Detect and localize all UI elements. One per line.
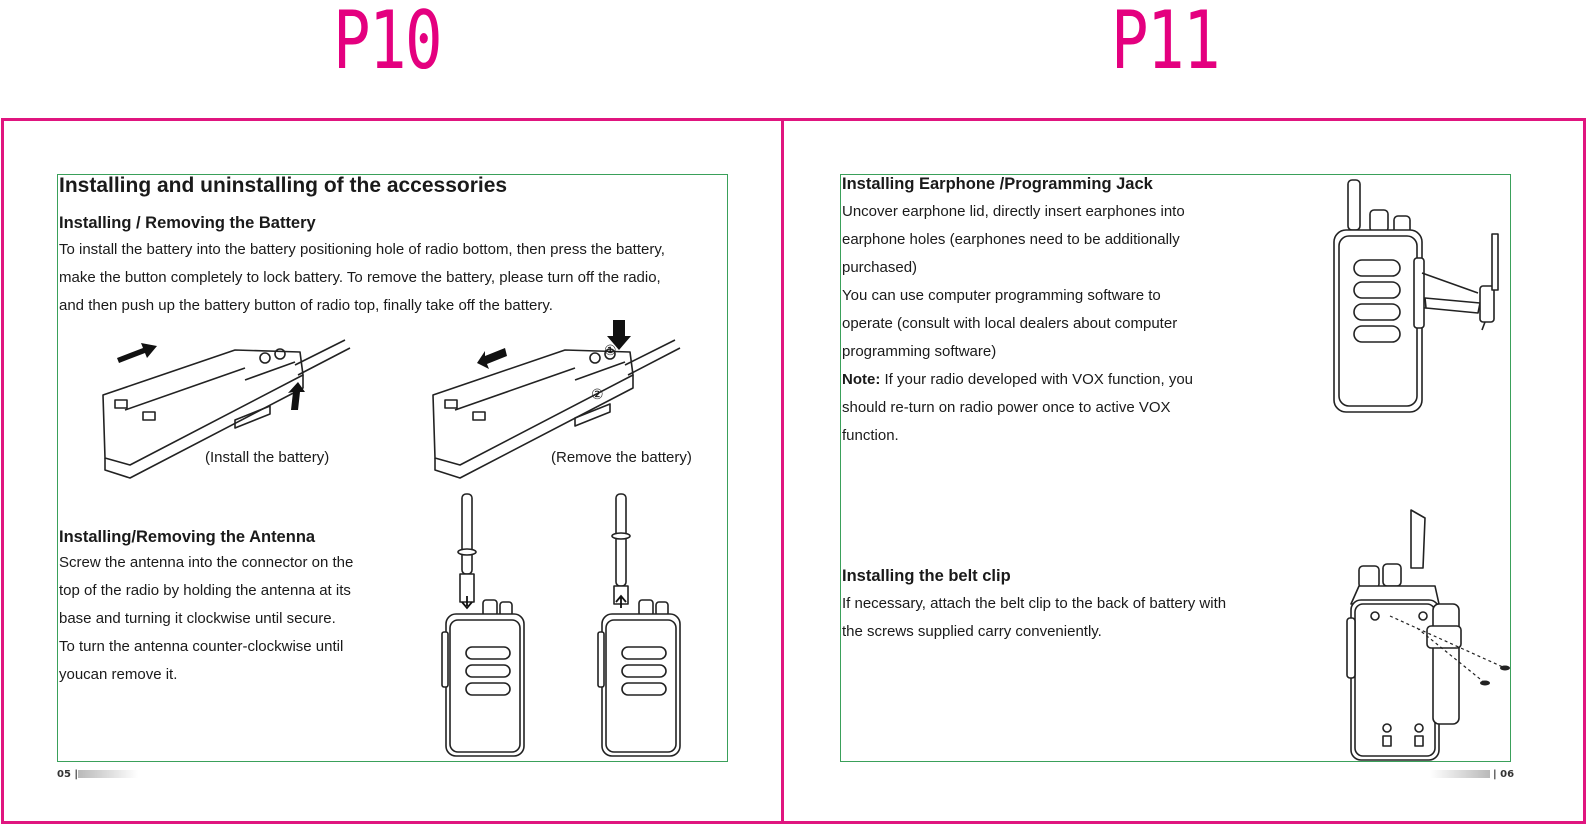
battery-heading: Installing / Removing the Battery — [59, 214, 316, 232]
battery-text-line: make the button completely to lock battery. To remove the battery, please turn off the radio, — [59, 269, 661, 286]
caption-install-battery: (Install the battery) — [205, 449, 330, 466]
remove-battery-illustration — [425, 320, 685, 470]
antenna-text-line: top of the radio by holding the antenna at its — [59, 582, 351, 599]
footer-gradient-bar-right — [1430, 770, 1490, 778]
belt-clip-text-line: If necessary, attach the belt clip to the back of battery with — [842, 595, 1227, 612]
battery-text-line: To install the battery into the battery positioning hole of radio bottom, then press the battery, — [59, 241, 665, 258]
belt-clip-illustration — [1345, 508, 1515, 764]
caption-remove-battery: (Remove the battery) — [551, 449, 692, 466]
earphone-text-line: Uncover earphone lid, directly insert earphones into — [842, 203, 1185, 220]
page-label-p10: P10 — [333, 0, 442, 87]
note-text: If your radio developed with VOX function, you — [880, 371, 1194, 388]
antenna-text-line: base and turning it clockwise until secure. — [59, 610, 336, 627]
antenna-text-line: Screw the antenna into the connector on the — [59, 554, 354, 571]
earphone-heading: Installing Earphone /Programming Jack — [842, 175, 1153, 193]
page-number-left: 05 | — [57, 769, 79, 780]
step-2-marker: ② — [591, 386, 604, 402]
earphone-text-line: operate (consult with local dealers about computer — [842, 315, 1178, 332]
belt-clip-text-line: the screws supplied carry conveniently. — [842, 623, 1102, 640]
radio-antenna-remove-illustration — [596, 492, 686, 760]
spread-divider — [781, 118, 784, 824]
footer-gradient-bar-left — [78, 770, 138, 778]
antenna-heading: Installing/Removing the Antenna — [59, 528, 316, 546]
earphone-text-line: earphone holes (earphones need to be additionally — [842, 231, 1180, 248]
antenna-text-line: youcan remove it. — [59, 666, 178, 683]
earphone-text-line: programming software) — [842, 343, 997, 360]
step-1-marker: ① — [604, 342, 617, 358]
antenna-text-line: To turn the antenna counter-clockwise until — [59, 638, 344, 655]
earphone-text-line: You can use computer programming software to — [842, 287, 1161, 304]
earphone-jack-illustration — [1330, 178, 1510, 418]
radio-antenna-install-illustration — [440, 492, 530, 760]
page-title: Installing and uninstalling of the accessories — [59, 174, 508, 197]
page-label-p11: P11 — [1111, 0, 1220, 87]
vox-note-line — [842, 366, 1193, 394]
vox-note-line: should re-turn on radio power once to active VOX — [842, 399, 1171, 416]
note-label: Note: — [842, 371, 881, 388]
vox-note-line: function. — [842, 427, 899, 444]
belt-clip-heading: Installing the belt clip — [842, 567, 1011, 585]
battery-text-line: and then push up the battery button of radio top, finally take off the battery. — [59, 297, 553, 314]
earphone-text-line: purchased) — [842, 259, 918, 276]
page-number-right: | 06 — [1493, 769, 1515, 780]
